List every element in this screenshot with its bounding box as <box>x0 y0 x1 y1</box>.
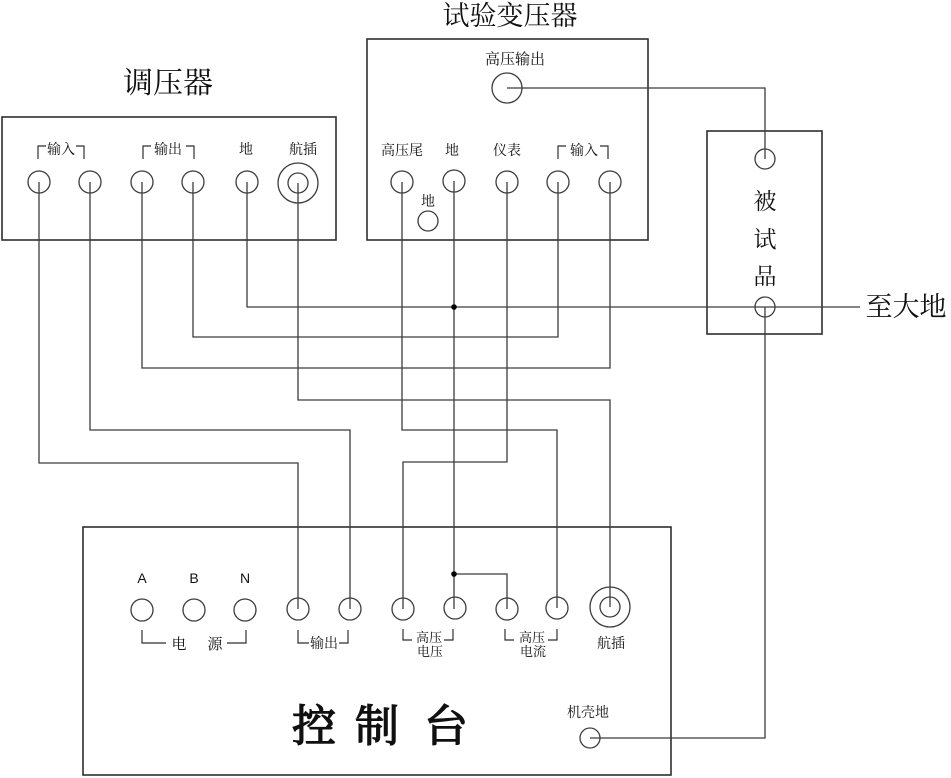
console-output-label: 输出 <box>310 635 338 651</box>
console-terminal-hvvoltage2 <box>444 597 466 619</box>
test-object-title-char1: 被 <box>753 188 777 214</box>
wire-transformer-meter-to-console-hvvoltage1 <box>403 182 507 609</box>
console-terminal-b <box>183 599 205 621</box>
console-power-label-char1: 电 <box>171 636 187 653</box>
wire-test-object-to-chassis-ground <box>590 307 765 738</box>
bracket-regulator-input-left <box>38 146 46 159</box>
junction-dot-hv-measure <box>451 571 457 577</box>
regulator-box <box>2 117 336 240</box>
console-chassis-ground-label: 机壳地 <box>567 704 609 720</box>
regulator-output-label: 输出 <box>154 141 182 157</box>
bracket-console-hvcurrent-left <box>505 629 514 640</box>
bracket-console-output-right <box>339 630 348 643</box>
transformer-meter-label: 仪表 <box>493 142 521 158</box>
bracket-transformer-input-left <box>558 146 566 159</box>
transformer-hv-tail-label: 高压尾 <box>381 142 423 158</box>
console-hvvoltage-label-line2: 电压 <box>416 644 444 659</box>
wire-regulator-output2-to-transformer-input1 <box>193 182 558 337</box>
console-terminal-n <box>234 599 256 621</box>
bracket-regulator-output-left <box>143 146 151 159</box>
wire-regulator-input2-to-console-output2 <box>90 182 350 609</box>
bracket-console-power-left <box>142 630 166 643</box>
console-power-label-char2: 源 <box>207 636 223 653</box>
console-title-char3: 台 <box>424 702 468 751</box>
bracket-console-hvvoltage-left <box>403 629 412 640</box>
console-hvcurrent-label-line2: 电流 <box>519 644 547 659</box>
bracket-regulator-output-right <box>186 146 194 159</box>
wire-regulator-output1-to-transformer-input2 <box>142 182 610 368</box>
test-object-title-char3: 品 <box>753 263 777 289</box>
console-hvcurrent-label-line1: 高压 <box>518 630 546 645</box>
console-hvvoltage-label-line1: 高压 <box>415 630 443 645</box>
console-terminal-b-label: B <box>189 570 199 586</box>
transformer-ground-label: 地 <box>445 142 459 158</box>
bracket-transformer-input-right <box>600 146 608 159</box>
console-title-char1: 控 <box>292 702 336 751</box>
test-object-title-char2: 试 <box>753 226 777 252</box>
console-plug-label: 航插 <box>597 635 625 651</box>
console-terminal-n-label: N <box>239 570 251 586</box>
console-terminal-a-label: A <box>137 570 147 586</box>
earth-label: 至大地 <box>865 292 947 322</box>
transformer-inner-ground-label: 地 <box>421 193 435 209</box>
regulator-title: 调压器 <box>123 67 213 100</box>
bracket-console-hvcurrent-right <box>548 629 557 640</box>
wire-hv-output-to-test-object <box>507 88 765 159</box>
console-terminal-a <box>131 599 153 621</box>
bracket-console-power-right <box>227 630 246 643</box>
bracket-regulator-input-right <box>76 146 84 159</box>
transformer-input-label: 输入 <box>570 142 598 158</box>
bracket-console-hvvoltage-right <box>444 629 453 640</box>
transformer-hv-output-label: 高压输出 <box>484 51 546 68</box>
regulator-input-label: 输入 <box>47 141 75 157</box>
wire-regulator-input1-to-console-output1 <box>39 182 298 609</box>
regulator-ground-label: 地 <box>239 141 253 157</box>
console-title-char2: 制 <box>355 702 399 751</box>
bracket-console-output-left <box>298 630 309 643</box>
wire-branch-to-console-hvcurrent1 <box>454 574 507 609</box>
regulator-plug-label: 航插 <box>289 141 317 157</box>
transformer-title: 试验变压器 <box>442 1 578 31</box>
junction-dot-ground-bus <box>451 304 457 310</box>
wire-transformer-hvtail-to-console-hvcurrent2 <box>402 182 557 608</box>
transformer-terminal-inner-ground <box>418 211 438 231</box>
